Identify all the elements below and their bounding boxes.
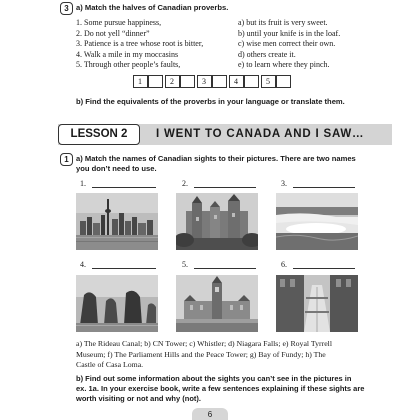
answer-box-2[interactable] xyxy=(180,75,195,88)
exercise-1b-line-2: ex. 1a. In your exercise book, write a few sentences explaining if these sights are xyxy=(76,384,365,393)
answer-line-5[interactable] xyxy=(194,268,256,269)
exercise-1a-instruction xyxy=(76,154,356,174)
proverb-left-2: 2. Do not yell “dinner” xyxy=(76,28,150,38)
exercise-3a-instruction: a) Match the halves of Canadian proverbs. xyxy=(76,3,229,12)
photo-rideau-canal xyxy=(276,275,358,332)
proverb-left-3: 3. Patience is a tree whose root is bitter, xyxy=(76,39,204,49)
answer-line-1[interactable] xyxy=(92,187,156,188)
exercise-1a-line-2: you don’t need to use. xyxy=(76,164,157,173)
proverb-left-column xyxy=(76,18,203,71)
answer-line-2[interactable] xyxy=(194,187,256,188)
photo-bay-of-fundy-rocks xyxy=(76,275,158,332)
lesson-label: LESSON 2 xyxy=(58,124,140,145)
blank-label-3: 3. xyxy=(281,179,287,188)
photo-cn-tower-skyline xyxy=(76,193,158,250)
sight-names-list xyxy=(76,339,332,371)
answer-box-3[interactable] xyxy=(212,75,227,88)
answer-box-label-1: 1 xyxy=(138,77,142,86)
blank-label-2: 2. xyxy=(182,179,188,188)
proverb-left-4: 4. Walk a mile in my moccasins xyxy=(76,49,179,59)
blank-label-5: 5. xyxy=(182,260,188,269)
proverb-left-5: 5. Through other people’s faults, xyxy=(76,60,181,70)
proverb-right-column xyxy=(238,18,340,71)
photo-casa-loma-castle xyxy=(176,193,258,250)
answer-box-1[interactable] xyxy=(148,75,163,88)
sight-names-line-1: a) The Rideau Canal; b) CN Tower; c) Whistler; d) Niagara Falls; e) Royal Tyrrell xyxy=(76,339,332,348)
proverb-left-1: 1. Some pursue happiness, xyxy=(76,18,162,27)
sight-names-line-3: Castle of Casa Loma. xyxy=(76,360,144,369)
exercise-1b-line-3: worth visiting or not and why (not). xyxy=(76,394,201,403)
blank-label-1: 1. xyxy=(80,179,86,188)
photo-parliament-peace-tower xyxy=(176,275,258,332)
answer-box-label-4: 4 xyxy=(234,77,238,86)
answer-line-3[interactable] xyxy=(293,187,355,188)
exercise-1a-line-1: a) Match the names of Canadian sights to their pictures. There are two names xyxy=(76,154,356,163)
answer-box-5[interactable] xyxy=(276,75,291,88)
proverb-right-d: d) others create it. xyxy=(238,49,296,59)
exercise-3b-instruction: b) Find the equivalents of the proverbs in your language or translate them. xyxy=(76,97,345,106)
photo-niagara-falls xyxy=(276,193,358,250)
answer-box-label-5: 5 xyxy=(266,77,270,86)
exercise-3-number: 3 xyxy=(60,2,73,15)
proverb-right-e: e) to learn where they pinch. xyxy=(238,60,330,70)
answer-box-4[interactable] xyxy=(244,75,259,88)
answer-box-label-2: 2 xyxy=(170,77,174,86)
proverb-right-c: c) wise men correct their own. xyxy=(238,39,336,49)
sight-names-line-2: Museum; f) The Parliament Hills and the Peace Tower; g) Bay of Fundy; h) The xyxy=(76,349,326,359)
blank-label-4: 4. xyxy=(80,260,86,269)
answer-line-6[interactable] xyxy=(293,268,355,269)
proverb-right-b: b) until your knife is in the loaf. xyxy=(238,28,341,38)
answer-box-label-3: 3 xyxy=(202,77,206,86)
lesson-title: I WENT TO CANADA AND I SAW… xyxy=(156,128,365,140)
page-number: 6 xyxy=(207,410,213,419)
exercise-1b-instruction xyxy=(76,374,364,404)
blank-label-6: 6. xyxy=(281,260,287,269)
answer-line-4[interactable] xyxy=(92,268,156,269)
exercise-1b-line-1: b) Find out some information about the sights you can’t see in the pictures in xyxy=(76,374,352,383)
proverb-right-a: a) but its fruit is very sweet. xyxy=(238,18,328,27)
exercise-1-number: 1 xyxy=(60,153,73,166)
